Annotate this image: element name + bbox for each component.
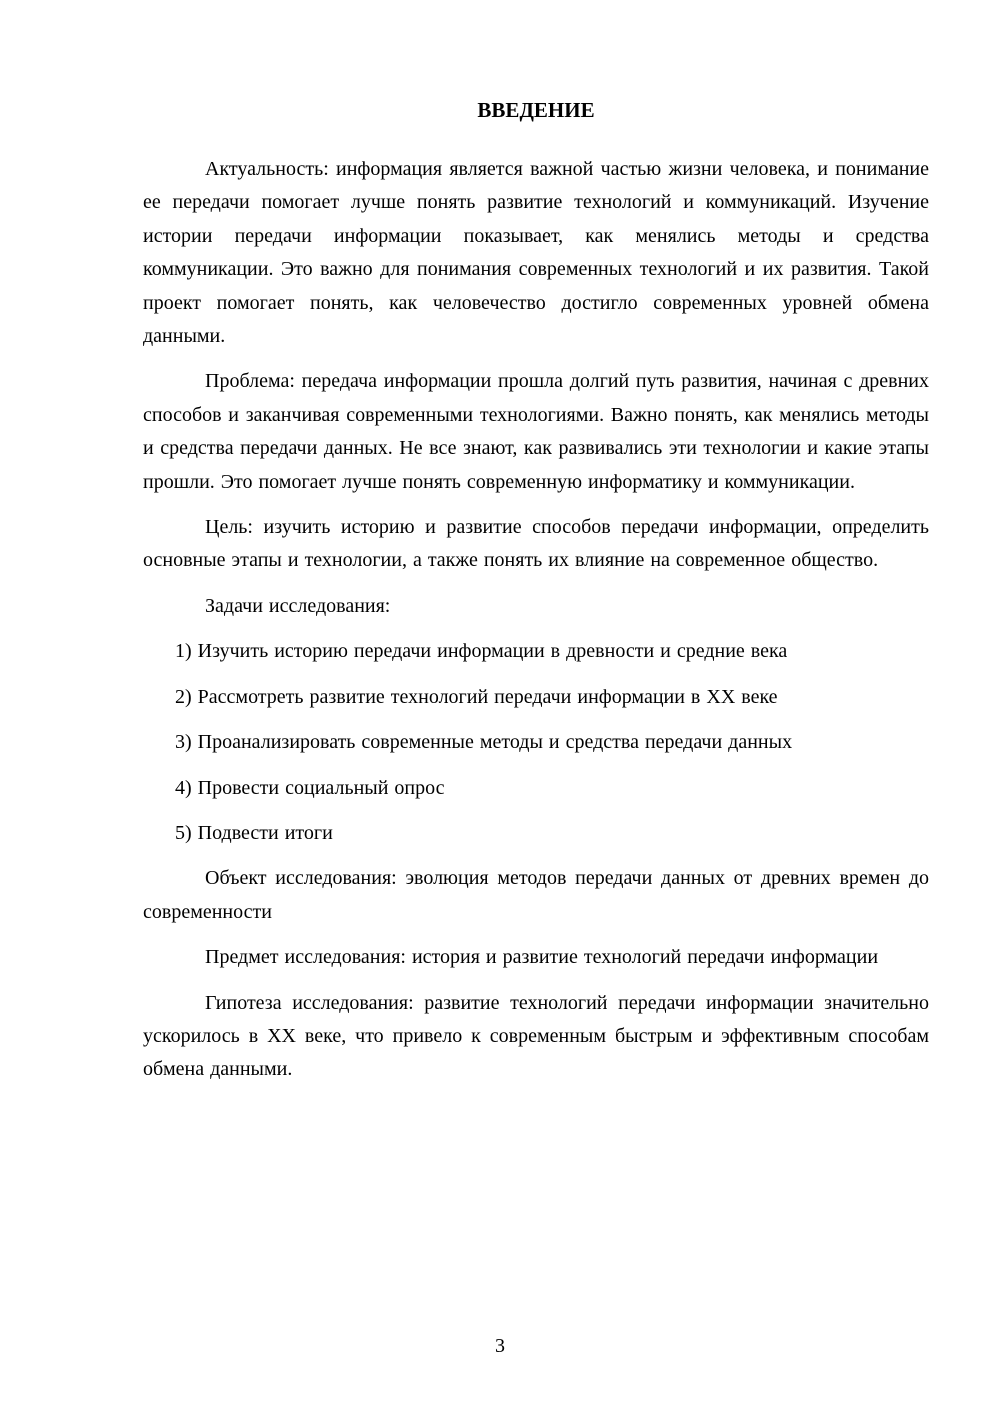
paragraph-gipoteza: Гипотеза исследования: развитие технологий передачи информации значительно ускорилось в XX веке, что привело к современным быстрым и эффективным способам обмена данными.: [143, 991, 929, 1081]
paragraph-problema: Проблема: передача информации прошла долгий путь развития, начиная с древних способов и заканчивая современными технологиями. Важно понять, как менялись методы и средства передачи данных. Не все знают, как развивались эти технологии и какие этапы прошли. Это помогает лучше понять современную информатику и коммуникации.: [143, 370, 929, 493]
page-title: ВВЕДЕНИЕ: [477, 98, 595, 122]
page-content: [143, 96, 929, 1099]
paragraph-predmet: Предмет исследования: история и развитие технологий передачи информации: [205, 946, 879, 969]
paragraph-aktualnost: Актуальность: информация является важной частью жизни человека, и понимание ее передачи помогает лучше понять развитие технологий и коммуникаций. Изучение истории передачи информации показывает, как менялись методы и средства коммуникации. Это важно для понимания современных технологий и их развития. Такой проект помогает понять, как человечество достигло современных уровней обмена данными.: [143, 158, 929, 348]
page-number: 3: [495, 1335, 505, 1357]
task-item-3: 3) Проанализировать современные методы и средства передачи данных: [175, 731, 793, 754]
task-item-4: 4) Провести социальный опрос: [175, 776, 445, 799]
task-item-1: 1) Изучить историю передачи информации в древности и средние века: [175, 640, 788, 663]
paragraph-tsel: Цель: изучить историю и развитие способов передачи информации, определить основные этапы и технологии, а также понять их влияние на современное общество.: [143, 516, 929, 572]
paragraph-zadachi-heading: Задачи исследования:: [205, 594, 391, 617]
paragraph-obekt: Объект исследования: эволюция методов передачи данных от древних времен до современности: [143, 867, 929, 923]
task-item-2: 2) Рассмотреть развитие технологий передачи информации в XX веке: [175, 685, 778, 708]
task-item-5: 5) Подвести итоги: [175, 821, 333, 844]
